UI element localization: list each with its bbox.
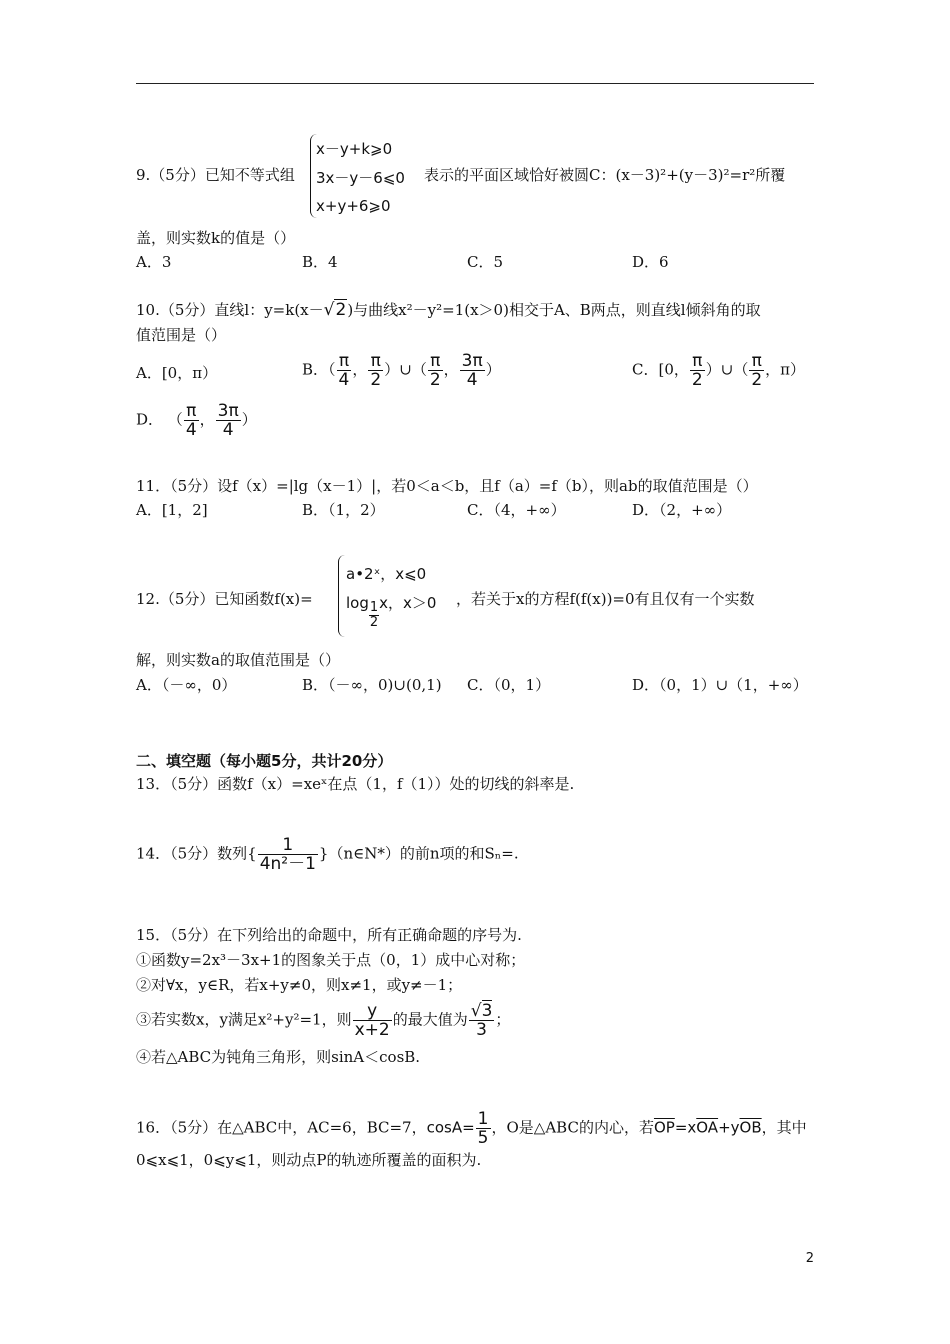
q10-c-label: C． (632, 360, 659, 379)
log-text: log (346, 594, 369, 612)
q9-option-a: A．3 (136, 253, 172, 271)
q15-item-2: ②对∀x，y∈R，若x+y≠0，则x≠1，或y≠－1； (136, 976, 463, 994)
q12-suffix: ，若关于x的方程f(f(x))=0有且仅有一个实数 (456, 590, 755, 608)
q10-line-2: 值范围是（） (136, 326, 227, 344)
frac-pi-2: $\frac{\pi}{2}$ (751, 351, 763, 390)
q16-text-c: ，其中 (761, 1118, 807, 1137)
frac-pi-2: $\frac{\pi}{2}$ (370, 351, 382, 390)
sqrt-sign: √ (323, 300, 335, 320)
q11-option-a: A．[1，2] (136, 501, 208, 519)
frac-3pi-4: $\frac{3\pi}{4}$ (461, 351, 483, 390)
q16-plus-y: +y (718, 1118, 740, 1137)
q10-c-pi: π） (780, 360, 806, 379)
q9-suffix: 表示的平面区域恰好被圆C：(x－3)²+(y－3)²=r²所覆 (424, 166, 786, 184)
q16-text-a: 16．（5分）在△ABC中，AC=6，BC=7， (136, 1118, 427, 1137)
q9-option-d: D．6 (632, 253, 669, 271)
q12-option-a: A．（－∞，0） (136, 676, 237, 694)
q15-item-3 (136, 1002, 510, 1039)
q12-option-b: B．（－∞，0)∪(0,1) (302, 676, 442, 694)
q11-line-1: 11．（5分）设f（x）=|lg（x－1）|，若0＜a＜b，且f（a）=f（b），则ab的取值范围是（） (136, 477, 758, 495)
q15-item-4: ④若△ABC为钝角三角形，则sinA＜cosB. (136, 1048, 421, 1066)
log-base: $\frac{1}{2}$ (369, 600, 379, 630)
q10-text-a: 10.（5分）直线l：y=k(x－ (136, 301, 324, 319)
q11-option-c: C．（4，+∞） (467, 501, 566, 519)
q9-option-b: B．4 (302, 253, 338, 271)
question-14 (136, 836, 519, 873)
q12-option-d: D．（0，1）∪（1，+∞） (632, 676, 808, 694)
q15-item3-b: 的最大值为 (392, 1010, 468, 1029)
q10-option-c: C．[0， $\frac{\pi}{2}$ ）∪（ $\frac{\pi}{2}$ ，π） (632, 351, 806, 390)
q14-fraction: $\frac{1}{\text{4n²－1}}$ (259, 835, 316, 874)
section-heading: 二、填空题（每小题5分，共计20分） (136, 752, 393, 770)
q10-sqrt-value: 2 (335, 300, 347, 320)
q16-cosA: cosA= (426, 1118, 475, 1137)
union-sign: ∪ (720, 360, 734, 379)
frac-pi-4: $\frac{\pi}{4}$ (338, 351, 350, 390)
q12-brace (338, 555, 345, 637)
q9-ineq-2: 3x－y－6⩽0 (316, 169, 405, 187)
q10-b-label: B． (302, 360, 329, 379)
header-rule (136, 83, 814, 84)
vector-oa: $\overline{OA}$ (696, 1118, 719, 1137)
q9-ineq-3: x+y+6⩾0 (316, 197, 391, 215)
frac-pi-4: $\frac{\pi}{4}$ (185, 401, 197, 440)
frac-pi-2: $\frac{\pi}{2}$ (429, 351, 441, 390)
q10-option-b: B．（ $\frac{\pi}{4}$ ， $\frac{\pi}{2}$ ）∪（ $\frac{\pi}{2}$ ， $\frac{3\pi}{4}$ ） (302, 351, 501, 390)
q15-item3-a: ③若实数x，y满足x²+y²=1，则 (136, 1010, 352, 1029)
q9-option-c: C．5 (467, 253, 504, 271)
q9-ineq-1: x－y+k⩾0 (316, 140, 393, 158)
q16-line-2: 0⩽x⩽1，0⩽y⩽1，则动点P的轨迹所覆盖的面积为. (136, 1151, 482, 1169)
q12-line-2: 解，则实数a的取值范围是（） (136, 651, 340, 669)
frac-pi-2: $\frac{\pi}{2}$ (691, 351, 703, 390)
q16-eq-x: =x (674, 1118, 697, 1137)
q12-prefix: 12.（5分）已知函数f(x)= (136, 590, 313, 608)
q10-d-label: D． (136, 410, 164, 429)
q16-fraction: $\frac{1}{5}$ (477, 1109, 489, 1148)
q15-item-1: ①函数y=2x³－3x+1的图象关于点（0，1）成中心对称； (136, 951, 526, 969)
q11-option-d: D．（2，+∞） (632, 501, 732, 519)
log-rest: x，x＞0 (379, 594, 437, 612)
q14-suffix: }（n∈N*）的前n项的和Sₙ=. (318, 844, 519, 863)
frac-3pi-4: $\frac{3\pi}{4}$ (217, 401, 239, 440)
page-number: 2 (805, 1251, 814, 1266)
q10-c-zero: [0， (658, 360, 689, 379)
vector-ob: $\overline{OB}$ (739, 1118, 762, 1137)
q10-line-1 (136, 300, 761, 320)
q15-item3-c: ； (495, 1010, 511, 1029)
q15-fraction: $\frac{y}{x+2}$ (354, 1001, 390, 1040)
q14-prefix: 14．（5分）数列{ (136, 844, 257, 863)
question-13: 13．（5分）函数f（x）=xeˣ在点（1，f（1））处的切线的斜率是. (136, 775, 575, 793)
q12-case-1: a•2ˣ，x⩽0 (346, 565, 427, 583)
q10-text-b: )与曲线x²－y²=1(x＞0)相交于A、B两点，则直线l倾斜角的取 (347, 301, 761, 319)
union-sign: ∪ (399, 360, 412, 379)
q16-line-1 (136, 1110, 807, 1147)
q11-option-b: B．（1，2） (302, 501, 385, 519)
q15-sqrt-fraction: $\frac{√3}{3}$ (470, 1001, 493, 1040)
q10-option-d: D． （ $\frac{\pi}{4}$ ， $\frac{3\pi}{4}$ ） (136, 401, 257, 440)
vector-op: $\overline{OP}$ (653, 1118, 675, 1137)
q9-line-2: 盖，则实数k的值是（） (136, 229, 296, 247)
q10-option-a: A．[0，π） (136, 364, 218, 382)
q12-option-c: C．（0，1） (467, 676, 551, 694)
q12-case-2 (346, 592, 436, 630)
q9-prefix: 9.（5分）已知不等式组 (136, 166, 295, 184)
q16-text-b: ，O是△ABC的内心，若 (491, 1118, 654, 1137)
q15-line-1: 15．（5分）在下列给出的命题中，所有正确命题的序号为. (136, 926, 522, 944)
